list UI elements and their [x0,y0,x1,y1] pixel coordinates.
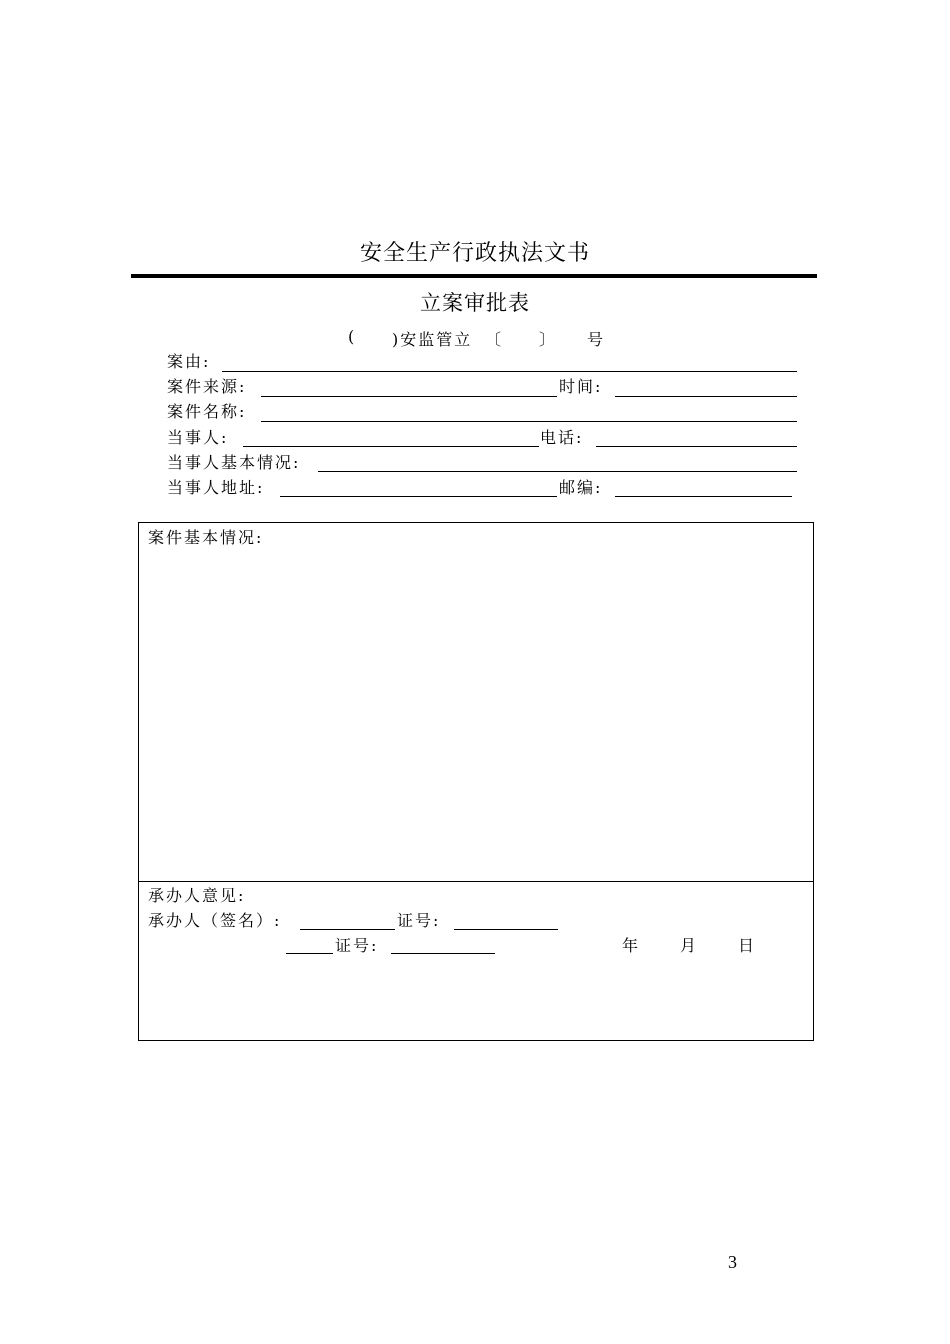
date-day-label: 日 [738,936,757,955]
cert-no-1-label: 证号: [397,911,441,930]
doc-number-close-bracket: 〕 [539,330,558,349]
box-divider [138,881,814,882]
second-handler-line[interactable] [286,953,333,954]
party-line[interactable] [243,446,539,447]
case-reason-line[interactable] [222,371,797,372]
party-address-label: 当事人地址: [167,478,265,497]
case-source-label: 案件来源: [167,377,247,396]
phone-label: 电话: [540,428,584,447]
case-name-label: 案件名称: [167,402,247,421]
phone-line[interactable] [596,446,797,447]
party-info-line[interactable] [318,471,797,472]
handler-sign-label: 承办人（签名）: [148,911,282,930]
doc-number-agency: )安监管立 [392,330,473,349]
form-title: 立案审批表 [420,291,530,315]
handler-opinion-label: 承办人意见: [148,886,246,905]
doc-number-suffix: 号 [587,330,606,349]
case-reason-label: 案由: [167,352,211,371]
cert-no-2-line[interactable] [391,953,495,954]
time-line[interactable] [615,396,797,397]
page-number: 3 [728,1252,737,1272]
cert-no-2-label: 证号: [335,936,379,955]
doc-number-open-bracket: 〔 [485,330,504,349]
date-year-label: 年 [622,936,641,955]
case-basic-info-area[interactable] [146,552,806,874]
handler-sign-line[interactable] [300,929,395,930]
time-label: 时间: [559,377,603,396]
postcode-line[interactable] [615,496,792,497]
doc-number-open-paren: ( [348,327,357,346]
party-address-line[interactable] [280,496,557,497]
party-info-label: 当事人基本情况: [167,453,301,472]
party-label: 当事人: [167,428,229,447]
date-month-label: 月 [680,936,699,955]
case-source-line[interactable] [261,396,557,397]
title-rule [131,274,817,278]
cert-no-1-line[interactable] [454,929,558,930]
case-basic-info-label: 案件基本情况: [148,528,264,547]
document-title: 安全生产行政执法文书 [359,241,590,266]
case-name-line[interactable] [261,421,797,422]
postcode-label: 邮编: [559,478,603,497]
